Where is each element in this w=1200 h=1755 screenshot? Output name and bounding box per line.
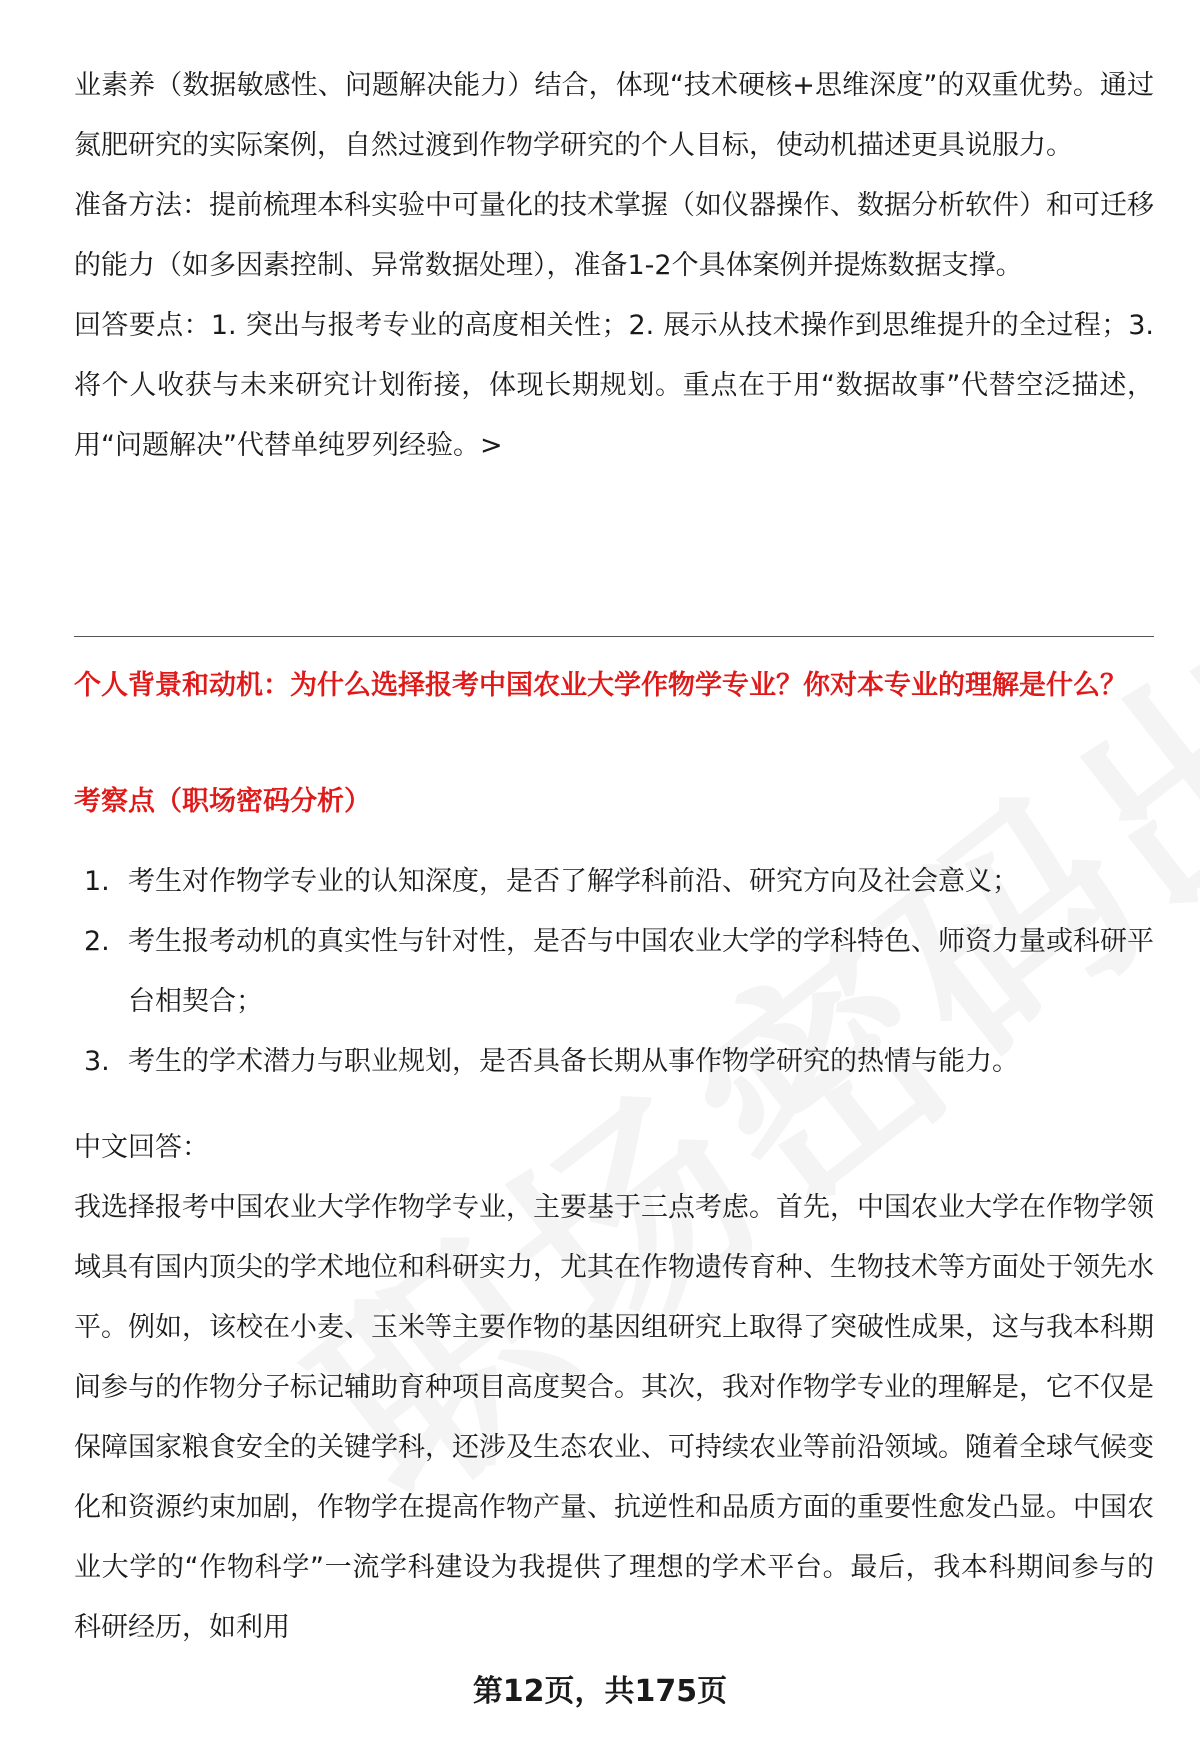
list-item-text: 考生对作物学专业的认知深度，是否了解学科前沿、研究方向及社会意义； bbox=[128, 866, 1019, 897]
section-divider bbox=[74, 636, 1154, 637]
list-item-number: 3. bbox=[84, 1046, 110, 1077]
answer-paragraph: 我选择报考中国农业大学作物学专业，主要基于三点考虑。首先，中国农业大学在作物学领域具有国内顶尖的学术地位和科研实力，尤其在作物遗传育种、生物技术等方面处于领先水平。例如，该校在小麦、玉米等主要作物的基因组研究上取得了突破性成果，这与我本科期间参与的作物分子标记辅助育种项目高度契合。其次，我对作物学专业的理解是，它不仅是保障国家粮食安全的关键学科，还涉及生态农业、可持续农业等前沿领域。随着全球气候变化和资源约束加剧，作物学在提高作物产量、抗逆性和品质方面的重要性愈发凸显。中国农业大学的“作物科学”一流学科建设为我提供了理想的学术平台。最后，我本科期间参与的科研经历，如利用 bbox=[74, 1192, 1154, 1643]
answer-label: 中文回答： bbox=[74, 1132, 209, 1163]
answer-points-paragraph: 回答要点：1. 突出与报考专业的高度相关性；2. 展示从技术操作到思维提升的全过程；3. 将个人收获与未来研究计划衔接，体现长期规划。重点在于用“数据故事”代替空泛描述，用“问题解决”代替单纯罗列经验。> bbox=[74, 310, 1154, 461]
list-item bbox=[74, 852, 1154, 912]
page-number-footer: 第12页，共175页 bbox=[472, 1674, 728, 1709]
list-item-text: 考生的学术潜力与职业规划，是否具备长期从事作物学研究的热情与能力。 bbox=[128, 1046, 1019, 1077]
assessment-points-list bbox=[74, 852, 1154, 1092]
top-section bbox=[74, 56, 1154, 476]
list-item-text: 考生报考动机的真实性与针对性，是否与中国农业大学的学科特色、师资力量或科研平台相契合； bbox=[128, 926, 1154, 1017]
intro-paragraph: 业素养（数据敏感性、问题解决能力）结合，体现“技术硬核+思维深度”的双重优势。通过氮肥研究的实际案例，自然过渡到作物学研究的个人目标，使动机描述更具说服力。 bbox=[74, 70, 1154, 161]
list-item-number: 2. bbox=[84, 926, 110, 957]
list-item bbox=[74, 912, 1154, 1032]
prep-method-paragraph: 准备方法：提前梳理本科实验中可量化的技术掌握（如仪器操作、数据分析软件）和可迁移的能力（如多因素控制、异常数据处理），准备1-2个具体案例并提炼数据支撑。 bbox=[74, 190, 1154, 281]
question-title: 个人背景和动机：为什么选择报考中国农业大学作物学专业？你对本专业的理解是什么？ bbox=[74, 670, 1127, 701]
list-item-number: 1. bbox=[84, 866, 110, 897]
question-subtitle: 考察点（职场密码分析） bbox=[74, 786, 371, 817]
list-item bbox=[74, 1032, 1154, 1092]
